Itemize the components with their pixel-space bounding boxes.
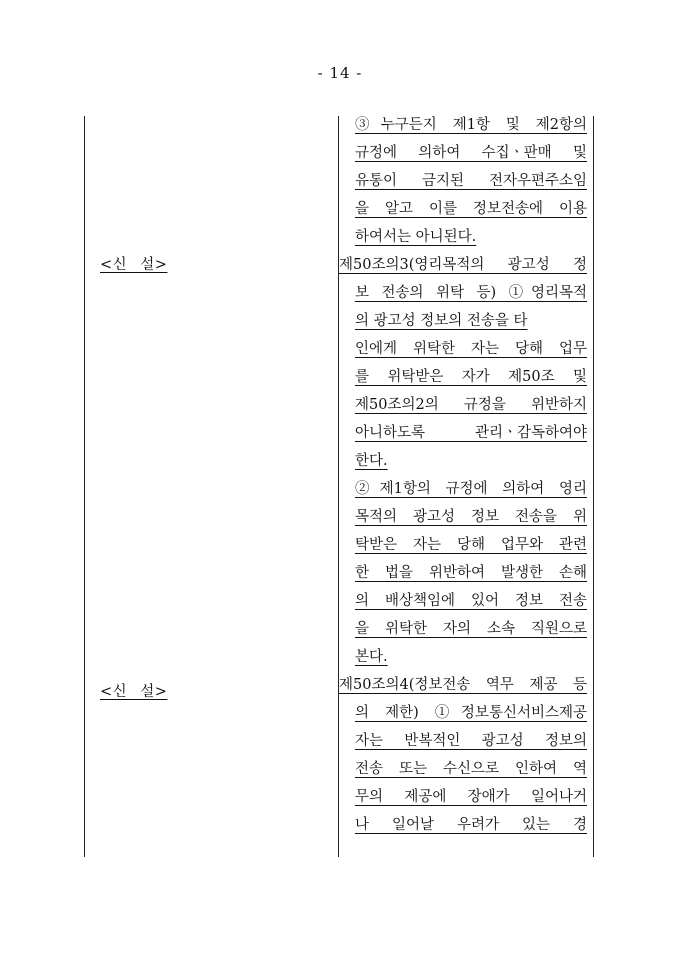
text-line: 하여서는 아니된다. bbox=[355, 229, 477, 245]
text-line: 한 법을 위반하여 발생한 손해 bbox=[355, 565, 587, 581]
text-line: ②제1항의 규정에 의하여 영리 bbox=[355, 481, 587, 497]
column-rule-right bbox=[593, 116, 594, 857]
text-line: 인에게 위탁한 자는 당해 업무 bbox=[355, 341, 587, 357]
page-number: - 14 - bbox=[317, 64, 363, 82]
column-rule-left bbox=[84, 116, 85, 857]
text-line: 의 광고성 정보의 전송을 타 bbox=[355, 313, 528, 329]
text-line: 전송 또는 수신으로 인하여 역 bbox=[355, 761, 587, 777]
text-line: 제50조의3(영리목적의 광고성 정 bbox=[339, 257, 587, 273]
text-line: 의 제한) ①정보통신서비스제공 bbox=[355, 705, 587, 721]
column-rule-middle bbox=[338, 116, 339, 857]
text-line: 보 전송의 위탁 등) ①영리목적 bbox=[355, 285, 587, 301]
text-line: 한다. bbox=[355, 453, 388, 469]
text-line: 탁받은 자는 당해 업무와 관련 bbox=[355, 537, 587, 553]
text-line: 을 위탁한 자의 소속 직원으로 bbox=[355, 621, 587, 637]
text-line: 목적의 광고성 정보 전송을 위 bbox=[355, 509, 587, 525]
text-line: 나 일어날 우려가 있는 경 bbox=[355, 817, 587, 833]
text-line: 규정에 의하여 수집ㆍ판매 및 bbox=[355, 145, 587, 161]
text-line: 본다. bbox=[355, 649, 388, 665]
text-line: 을 알고 이를 정보전송에 이용 bbox=[355, 201, 587, 217]
text-line: ③누구든지 제1항 및 제2항의 bbox=[355, 117, 587, 133]
old-text-label-new-1: <신 설> bbox=[100, 257, 168, 273]
text-line: 제50조의2의 규정을 위반하지 bbox=[355, 397, 587, 413]
text-line: 제50조의4(정보전송 역무 제공 등 bbox=[339, 677, 587, 693]
text-line: 자는 반복적인 광고성 정보의 bbox=[355, 733, 587, 749]
text-line: 아니하도록 관리ㆍ감독하여야 bbox=[355, 425, 587, 441]
text-line: 무의 제공에 장애가 일어나거 bbox=[355, 789, 587, 805]
text-line: 를 위탁받은 자가 제50조 및 bbox=[355, 369, 587, 385]
text-line: 의 배상책임에 있어 정보 전송 bbox=[355, 593, 587, 609]
text-line: 유통이 금지된 전자우편주소임 bbox=[355, 173, 587, 189]
old-text-label-new-2: <신 설> bbox=[100, 684, 168, 700]
